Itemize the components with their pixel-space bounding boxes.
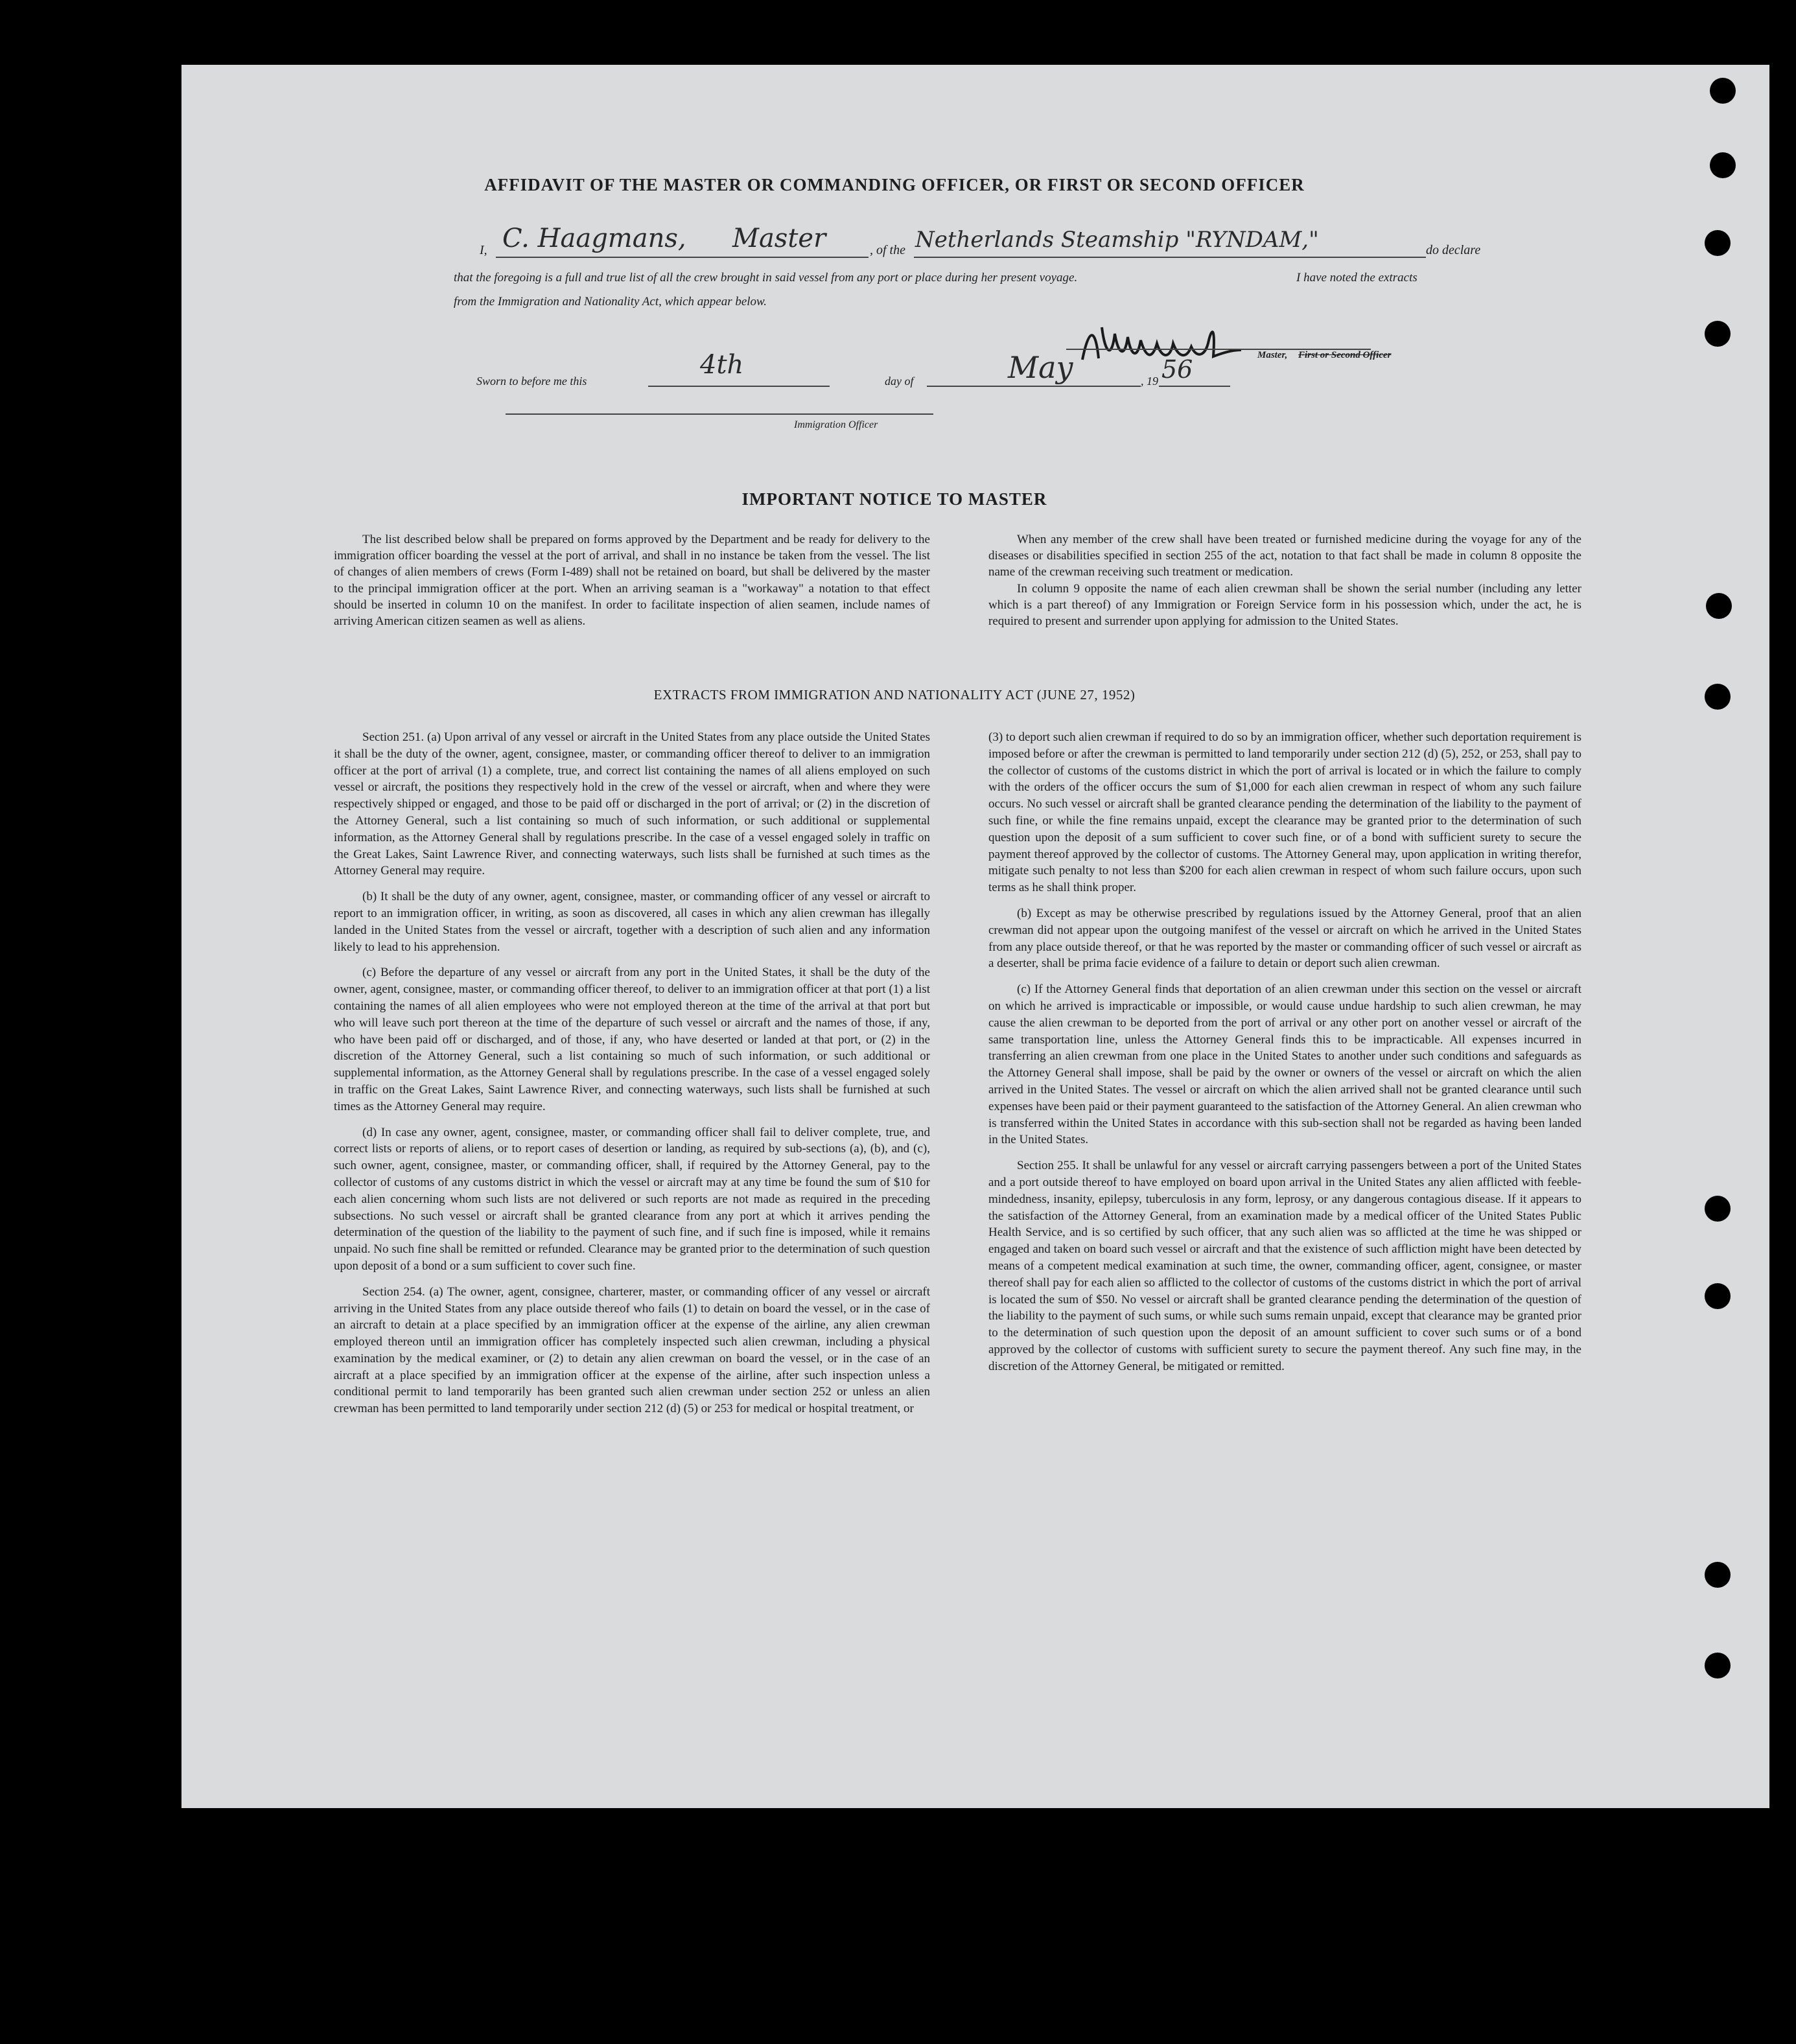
punch-hole bbox=[1710, 78, 1736, 104]
punch-hole bbox=[1705, 1283, 1731, 1309]
notice-right-column bbox=[988, 531, 1581, 638]
section-251-c: (c) Before the departure of any vessel or aircraft from any port in the United States, it shall be the duty of the owner, agent, consignee, master, or commanding officer thereof, to deliver to an immigration officer at that port (1) a list containing the names of all alien employees who were not employed thereon at the time of the arrival at that port but who will leave such port thereon at the time of the departure of such vessel or aircraft and the names of those, if any, who have been paid off or discharged, and of those, if any, who have deserted or landed at that port, or (2) in the discretion of the Attorney General, such a list containing so much of such information, or such additional or supplemental information, as the Attorney General shall by regulations prescribe. In the case of a vessel engaged solely in traffic on the Great Lakes, Saint Lawrence River, and connecting waterways, such lists shall be furnished at such times as the Attorney General may require. bbox=[334, 966, 930, 1113]
affidavit-statement-3: from the Immigration and Nationality Act, which appear below. bbox=[454, 295, 767, 308]
punch-hole bbox=[1705, 1196, 1731, 1222]
punch-hole bbox=[1705, 1653, 1731, 1678]
sworn-label: Sworn to before me this bbox=[476, 375, 587, 388]
day-of-label: day of bbox=[885, 375, 914, 388]
name-underline bbox=[496, 257, 869, 258]
section-254-c: (c) If the Attorney General finds that deportation of an alien crewman under this section on the vessel or aircraft on which he arrived is impracticable or impossible, or would cause undue hardship to such alien crewman, he may cause the alien crewman to be deported from the port of arrival or any other port on another vessel or aircraft of the same transportation line, unless the Attorney General finds this to be impracticable. All expenses incurred in transferring an alien crewman from one place in the United States to another under such conditions and safeguards as the Attorney General shall impose, shall be paid by the owner or owners of the vessel or aircraft on which the alien arrived in the United States. The vessel or aircraft on which the alien arrived shall not be granted clearance until such expenses have been paid or their payment guaranteed to the satisfaction of the Attorney General. An alien crewman who is transferred within the United States in accordance with this sub-section shall not be regarded as having been landed in the United States. bbox=[988, 982, 1581, 1147]
punch-hole bbox=[1705, 321, 1731, 347]
extracts-title: EXTRACTS FROM IMMIGRATION AND NATIONALITY ACT (JUNE 27, 1952) bbox=[653, 687, 1136, 703]
affidavit-i-label: I, bbox=[480, 243, 487, 257]
affidavit-title: AFFIDAVIT OF THE MASTER OR COMMANDING OFFICER, OR FIRST OR SECOND OFFICER bbox=[484, 175, 1305, 194]
section-251-b: (b) It shall be the duty of any owner, agent, consignee, master, or commanding officer of any vessel or aircraft to report to an immigration officer, in writing, as soon as discovered, all cases in which any alien crewman has illegally landed in the United States from the vessel or aircraft, together with a description of such alien and any information likely to lead to his apprehension. bbox=[334, 890, 930, 954]
affidavit-statement-1: that the foregoing is a full and true list of all the crew brought in said vessel from any port or place during her present voyage. bbox=[454, 271, 1078, 285]
punch-hole bbox=[1705, 1562, 1731, 1588]
day-underline bbox=[648, 386, 830, 387]
notice-right-paragraph-2: In column 9 opposite the name of each alien crewman shall be shown the serial number (including any letter which is a part thereof) of any Immigration or Foreign Service form in his possession which, under the act, he is required to present and surrender upon applying for admission to the United States. bbox=[988, 581, 1581, 629]
master-label: Master, bbox=[1257, 350, 1288, 360]
master-signature bbox=[1076, 314, 1244, 366]
master-name-handwritten: C. Haagmans, bbox=[502, 224, 686, 253]
section-254-a: Section 254. (a) The owner, agent, consignee, charterer, master, or commanding officer of any vessel or aircraft arriving in the United States from any place outside thereof who fails (1) to detain on board the vessel, or in the case of an aircraft to detain at a place specified by an immigration officer at the expense of the airline, any alien crewman employed thereon until an immigration officer has completely inspected such alien crewman, including a physical examination by the medical examiner, or (2) to detain any alien crewman on board the vessel, or in the case of an aircraft at a place specified by an immigration officer at the expense of the airline, after such inspection unless a conditional permit to land temporarily has been granted such alien crewman under section 252 or unless an alien crewman has been permitted to land temporarily under section 212 (d) (5) or 253 for medical or hospital treatment, or bbox=[334, 1284, 930, 1416]
notice-right-paragraph-1: When any member of the crew shall have been treated or furnished medicine during the voyage for any of the diseases or disabilities specified in section 255 of the act, notation to that fact shall be made in column 8 opposite the name of the crewman receiving such treatment or medication. bbox=[988, 533, 1581, 579]
day-handwritten: 4th bbox=[700, 350, 744, 380]
punch-hole bbox=[1710, 152, 1736, 178]
punch-hole bbox=[1705, 230, 1731, 256]
punch-hole bbox=[1705, 684, 1731, 710]
notice-left-paragraph: The list described below shall be prepared on forms approved by the Department and be ready for delivery to the immigration officer boarding the vessel at the port of arrival, and shall in no instance be taken from the vessel. The list of changes of alien members of crews (Form I-489) shall not be retained on board, but shall be delivered by the master to the principal immigration officer at the port. When an arriving seaman is a "workaway" a notation to that effect should be inserted in column 10 on the manifest. In order to facilitate inspection of alien seamen, include names of arriving American citizen seamen as well as aliens. bbox=[334, 533, 930, 629]
do-declare-label: do declare bbox=[1426, 243, 1481, 257]
section-255: Section 255. It shall be unlawful for any vessel or aircraft carrying passengers between a port of the United States and a port outside thereof to have employed on board upon arrival in the United States any alien afflicted with feeble-mindedness, insanity, epilepsy, tuberculosis in any form, leprosy, or any dangerous contagious disease. If it appears to the satisfaction of the Attorney General, from an examination made by a medical officer of the United States Public Health Service, and is so certified by such officer, that any such alien was so afflicted at the time he was shipped or engaged and taken on board such vessel or aircraft and that the existence of such affliction might have been detected by means of a competent medical examination at such time, the owner, commanding officer, agent, consignee, or master thereof shall pay for each alien so afflicted to the collector of customs of the customs district in which the port of arrival is located the sum of $50. No vessel or aircraft shall be granted clearance pending the determination of the question of the liability to the payment of such sums, or while such sums remain unpaid, except that clearance may be granted prior to the determination of such question upon the deposit of an amount sufficient to cover such sums or of a bond approved by the collector of customs with sufficient surety to secure the payment thereof. Any such fine may, in the discretion of the Attorney General, be mitigated or remitted. bbox=[988, 1159, 1581, 1373]
rank-handwritten: Master bbox=[732, 224, 826, 253]
vessel-handwritten: Netherlands Steamship "RYNDAM," bbox=[915, 227, 1319, 253]
month-handwritten: May bbox=[1008, 350, 1073, 385]
section-251-d: (d) In case any owner, agent, consignee, master, or commanding officer shall fail to deliver complete, true, and correct lists or reports of aliens, or to report cases of desertion or landing, as required by sub-sections (a), (b), and (c), such owner, agent, consignee, master, or commanding officer, shall, if required by the Attorney General, pay to the collector of customs of any customs district in which the vessel or aircraft may at any time be found the sum of $10 for each alien concerning whom such lists are not delivered or such reports are not made as required in the preceding subsections. No such vessel or aircraft shall be granted clearance from any port at which it arrives pending the determination of the question of the liability to the payment of such fine, and if such fine is imposed, while it remains unpaid. No such fine shall be remitted or refunded. Clearance may be granted prior to the determination of such question upon deposit of a bond or a sum sufficient to cover such fine. bbox=[334, 1125, 930, 1273]
notice-title: IMPORTANT NOTICE TO MASTER bbox=[741, 489, 1047, 509]
extracts-left-column bbox=[334, 729, 930, 1426]
notice-left-column bbox=[334, 531, 930, 638]
section-254-a-continued: (3) to deport such alien crewman if required to do so by an immigration officer, whether such deportation requirement is imposed before or after the crewman is permitted to land temporarily under section 212 (d) (5), 252, or 253, shall pay to the collector of customs of the customs district in which the port of arrival is located or in which the failure to comply with the orders of the officer occurs the sum of $1,000 for each alien crewman in respect of whom any such failure occurs. No such vessel or aircraft shall be granted clearance pending the determination of the liability to the payment of such fine, or while the fine remains unpaid, except the clearance may be granted prior to the determination of such question upon the deposit of a sum sufficient to cover such fine, or of a bond with sufficient surety to secure the payment thereof approved by the collector of customs. The Attorney General may, upon application in writing therefor, mitigate such penalty to not less than $200 for each alien crewman in respect of whom such failure occurs, upon such terms as he shall think proper. bbox=[988, 730, 1581, 895]
year-prefix: , 19 bbox=[1141, 375, 1158, 388]
affidavit-statement-2: I have noted the extracts bbox=[1296, 271, 1417, 285]
extracts-right-column bbox=[988, 729, 1581, 1384]
month-underline bbox=[927, 386, 1141, 387]
vessel-underline bbox=[914, 257, 1426, 258]
year-underline bbox=[1159, 386, 1230, 387]
document-page bbox=[181, 65, 1769, 1808]
immigration-officer-label: Immigration Officer bbox=[794, 419, 878, 430]
struck-officer-label: First or Second Officer bbox=[1298, 350, 1392, 360]
of-the-label: , of the bbox=[870, 243, 905, 257]
section-254-b: (b) Except as may be otherwise prescribed by regulations issued by the Attorney General, proof that an alien crewman did not appear upon the outgoing manifest of the vessel or aircraft on which he arrived in the United States from any place outside thereof, or that he was reported by the master or commanding officer of such vessel or aircraft as a deserter, shall be prima facie evidence of a failure to detain or deport such alien crewman. bbox=[988, 906, 1581, 971]
section-251-a: Section 251. (a) Upon arrival of any vessel or aircraft in the United States from any place outside the United States it shall be the duty of the owner, agent, consignee, master, or commanding officer thereof to deliver to an immigration officer at the port of arrival (1) a complete, true, and correct list containing the names of all aliens employed on such vessel or aircraft, the positions they respectively hold in the crew of the vessel or aircraft, when and where they were respectively shipped or engaged, and those to be paid off or discharged in the port of arrival; or (2) in the discretion of the Attorney General, such a list containing so much of such information, or such additional or supplemental information, as the Attorney General shall by regulations prescribe. In the case of a vessel engaged solely in traffic on the Great Lakes, Saint Lawrence River, and connecting waterways, such lists shall be furnished at such times as the Attorney General may require. bbox=[334, 730, 930, 878]
immigration-officer-line bbox=[506, 413, 933, 415]
punch-hole bbox=[1706, 593, 1732, 619]
year-handwritten: 56 bbox=[1161, 355, 1193, 384]
